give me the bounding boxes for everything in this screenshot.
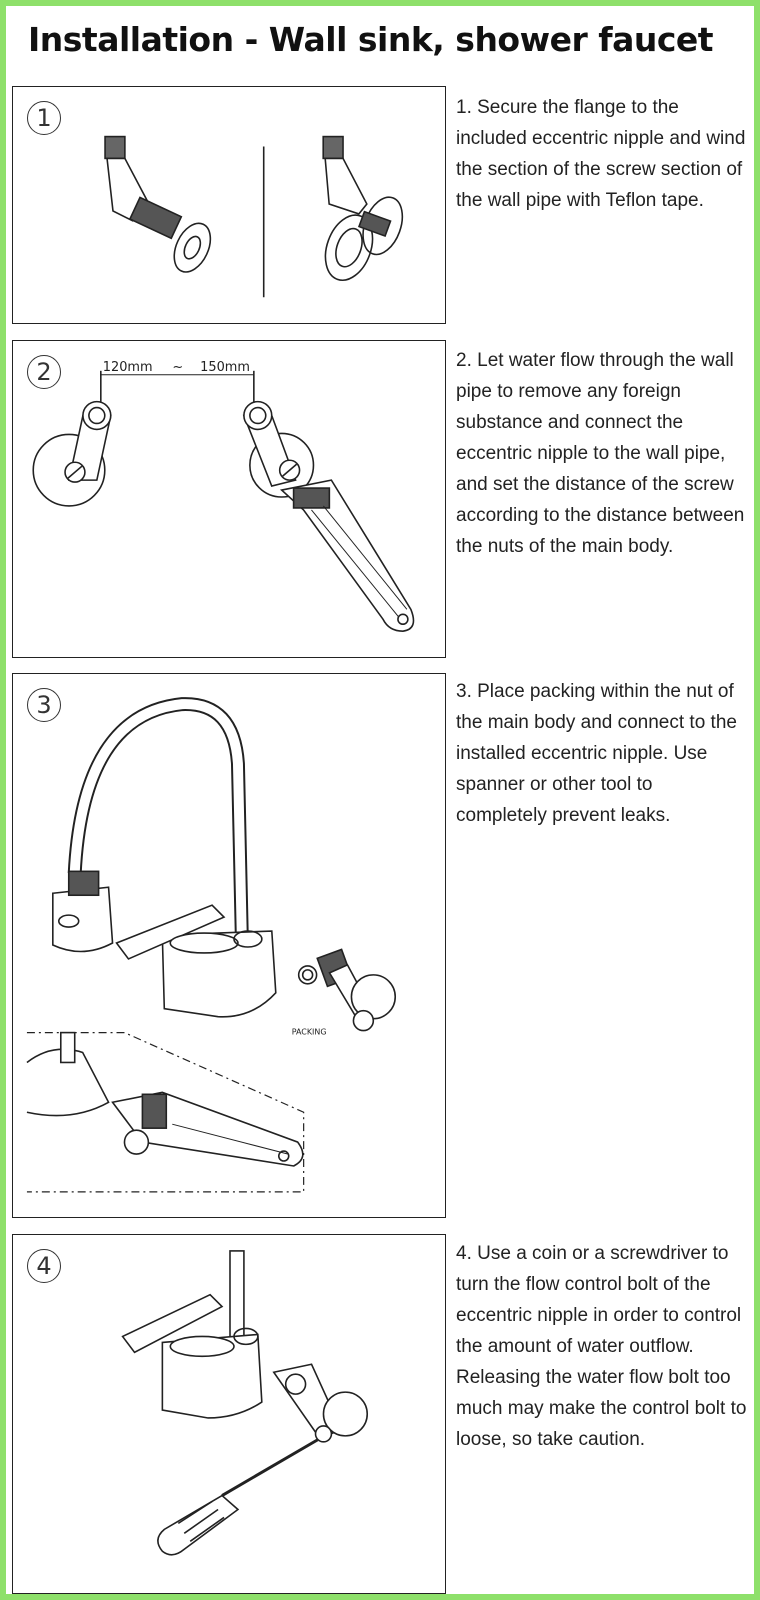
screwdriver (158, 1440, 318, 1555)
step-4-illustration (12, 1234, 446, 1594)
step-1-illustration (12, 86, 446, 324)
page (6, 6, 754, 1594)
step-2-text: 2. Let water flow through the wall pipe to remove any foreign substance and connect the eccentric nipple to the wall pipe, and set the distance of the screw according to the distance between the nuts of the main body. (456, 350, 745, 557)
detail-wrench (113, 1092, 303, 1166)
eccentric-nipple-left (105, 137, 181, 239)
step-3-text: 3. Place packing within the nut of the main body and connect to the installed eccentric nipple. Use spanner or other tool to completely prevent leaks. (456, 681, 737, 826)
step-3-drawing (13, 674, 445, 1217)
step-2-number: 2 (27, 355, 61, 389)
step-3-number: 3 (27, 688, 61, 722)
page-title: Installation - Wall sink, shower faucet (28, 20, 714, 59)
spray-head (53, 887, 113, 951)
step-4-number: 4 (27, 1249, 61, 1283)
wrench (282, 480, 414, 631)
dimension-separator: ~ (172, 359, 184, 375)
step-2-drawing (13, 341, 445, 657)
step-2-illustration (12, 340, 446, 658)
step-1-drawing (13, 87, 445, 323)
packing-ring (299, 966, 317, 984)
step-4-drawing (13, 1235, 445, 1593)
step-1-text: 1. Secure the flange to the included eccentric nipple and wind the section of the screw section of the wall pipe with Teflon tape. (456, 97, 746, 211)
step-3-illustration (12, 673, 446, 1218)
dimension-max-label: 150mm (200, 359, 250, 375)
eccentric-nipple-right (323, 137, 367, 214)
packing-label: PACKING (291, 1027, 327, 1037)
dimension-min-label: 120mm (102, 359, 153, 375)
step-1-number: 1 (27, 101, 61, 135)
step-4-text: 4. Use a coin or a screwdriver to turn the flow control bolt of the eccentric nipple in order to control the amount of water outflow. Releasing the water flow bolt too much may make the control bolt to loose, so take caution. (456, 1243, 747, 1450)
